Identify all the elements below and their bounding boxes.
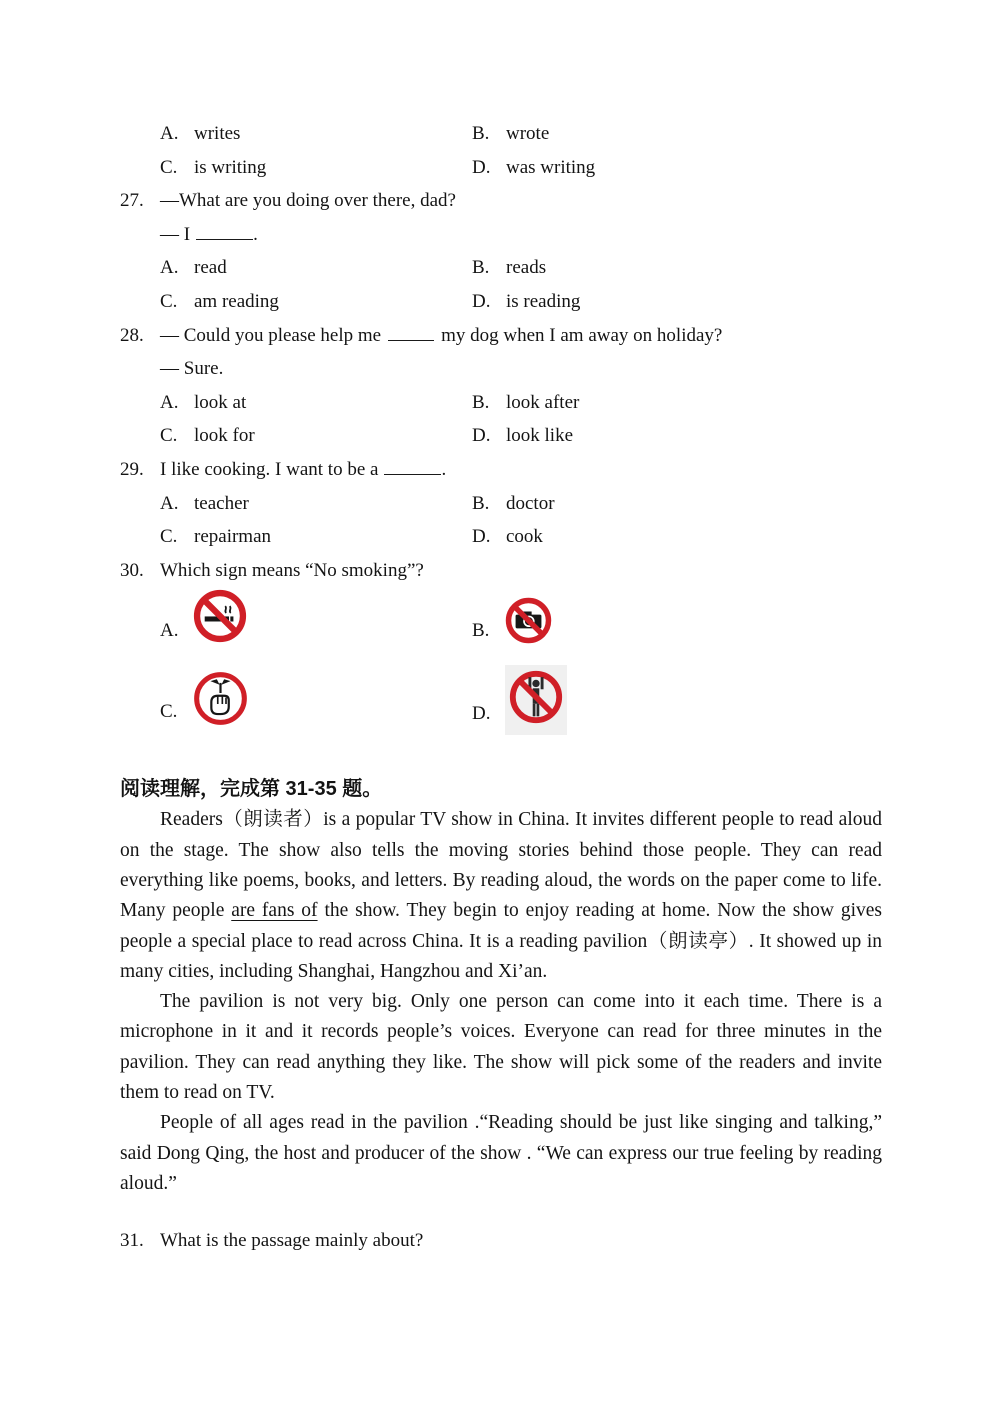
option-b (472, 487, 555, 521)
option-key: B. (472, 123, 490, 144)
option-text: look at (194, 391, 247, 413)
option-key: A. (160, 257, 179, 279)
q28-options-row-1 (120, 386, 882, 420)
q28-stem (120, 319, 882, 353)
exam-content (120, 117, 882, 1256)
option-text: look after (506, 391, 580, 413)
reply-text: — Sure. (160, 358, 224, 380)
option-text: is writing (194, 156, 267, 178)
q27-options-row-1 (120, 251, 882, 285)
no-photography-sign-icon (505, 597, 552, 650)
q30-stem (120, 554, 882, 588)
option-text: was writing (506, 156, 596, 178)
q29-stem (120, 453, 882, 487)
option-text: look like (506, 425, 574, 447)
option-key: B. (472, 257, 490, 279)
option-key: B. (472, 391, 490, 413)
no-picking-flowers-sign-icon (193, 671, 248, 732)
option-b (472, 117, 549, 151)
option-text: teacher (194, 492, 249, 514)
reading-section-heading: 阅读理解，完成第 31-35 题。 (120, 778, 383, 801)
option-text: cook (506, 526, 543, 548)
question-prefix: — Could you please help me (160, 324, 382, 346)
q30-signs-row-2 (120, 665, 882, 747)
question-number: 31. (120, 1230, 144, 1252)
q27-options-row-2 (120, 285, 882, 319)
question-number: 29. (120, 458, 144, 480)
option-d (472, 151, 595, 185)
question-text: What is the passage mainly about? (160, 1230, 424, 1252)
passage-paragraph-1 (120, 805, 882, 987)
option-text: doctor (506, 492, 555, 514)
option-c (160, 520, 472, 554)
option-key: A. (160, 391, 179, 413)
option-key: D. (472, 526, 491, 548)
q29-options-row-2 (120, 520, 882, 554)
sign-option-key: A. (160, 620, 179, 642)
option-key: C. (160, 526, 178, 548)
option-key: C. (160, 425, 178, 447)
q28-options-row-2 (120, 419, 882, 453)
option-text: writes (194, 123, 241, 144)
q28-reply-line (120, 352, 882, 386)
q27-stem (120, 184, 882, 218)
option-a (160, 251, 472, 285)
no-smoking-sign-icon (193, 589, 247, 649)
option-a (160, 117, 472, 151)
question-suffix: my dog when I am away on holiday? (441, 324, 723, 346)
passage-paragraph-3: People of all ages read in the pavilion .“Reading should be just like singing and talking,” said Dong Qing, the host and producer of the show . “We can express our true feeling by reading aloud.” (120, 1112, 882, 1194)
option-key: D. (472, 156, 491, 178)
option-c (160, 285, 472, 319)
option-text: read (194, 257, 227, 279)
answer-prefix: — I (160, 223, 191, 245)
q29-options-row-1 (120, 487, 882, 521)
reading-passage (120, 805, 882, 1199)
question-prefix: I like cooking. I want to be a (160, 458, 379, 480)
paragraph-text: Readers（朗读者）is a popular TV show in China. It invites different people to read aloud on the stage. The show also tells the moving stories behind those people. They can read everything like poems, books, and letters. By reading aloud, the words on the paper come to life. Many people (120, 809, 882, 922)
blank-line (384, 459, 441, 475)
option-c (160, 151, 472, 185)
option-key: D. (472, 425, 491, 447)
option-key: B. (472, 492, 490, 514)
q30-signs-row-1 (120, 587, 882, 665)
sign-option-key: D. (472, 703, 491, 725)
option-a (160, 487, 472, 521)
option-a (160, 386, 472, 420)
blank-line (388, 325, 434, 341)
question-suffix: . (441, 458, 447, 480)
option-text: wrote (506, 123, 550, 144)
no-climbing-sign-icon (505, 665, 567, 735)
option-key: C. (160, 156, 178, 178)
option-d (472, 520, 543, 554)
option-d (472, 419, 573, 453)
question-number: 28. (120, 324, 144, 346)
blank-line (196, 224, 253, 240)
question-number: 30. (120, 559, 144, 581)
q31-stem (120, 1226, 882, 1256)
paragraph-text: the show. They begin to enjoy reading at home. Now the show gives people a special place to read across China. It is a reading pavilion（朗读亭）. It showed up in many cities, including Shanghai, Hangzhou and Xi’an. (120, 900, 882, 982)
q26-options-row-2 (120, 151, 882, 185)
question-text: —What are you doing over there, dad? (160, 190, 456, 212)
option-b (472, 386, 579, 420)
sign-option-key: B. (472, 620, 490, 642)
option-key: A. (160, 492, 179, 514)
underlined-phrase: are fans of (231, 900, 318, 922)
option-b (472, 251, 546, 285)
option-text: look for (194, 425, 255, 447)
option-text: repairman (194, 526, 272, 548)
option-text: am reading (194, 290, 279, 312)
question-text: Which sign means “No smoking”? (160, 559, 424, 581)
option-text: reads (506, 257, 547, 279)
option-text: is reading (506, 290, 581, 312)
option-key: A. (160, 123, 179, 144)
question-number: 27. (120, 190, 144, 212)
answer-suffix: . (253, 223, 258, 245)
passage-paragraph-2: The pavilion is not very big. Only one person can come into it each time. There is a microphone in it and it records people’s voices. Everyone can read for three minutes in the pavilion. They can read anything they like. The show will pick some of the readers and invite them to read on TV. (120, 991, 882, 1103)
option-key: D. (472, 290, 491, 312)
option-c (160, 419, 472, 453)
option-key: C. (160, 290, 178, 312)
sign-option-key: C. (160, 701, 178, 723)
q26-options-row-1 (120, 117, 882, 151)
q27-answer-line (120, 218, 882, 252)
option-d (472, 285, 580, 319)
